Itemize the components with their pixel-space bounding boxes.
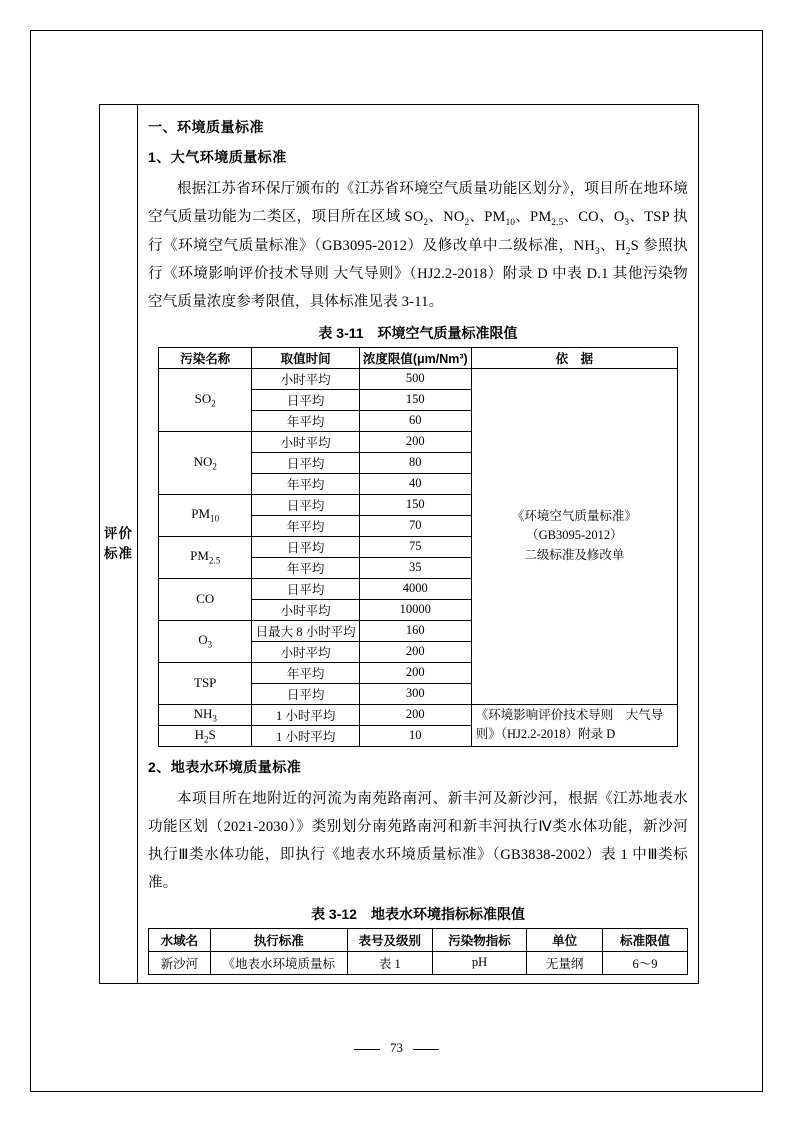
table-header-row [149,928,688,951]
col-header-indicator: 污染物指标 [432,928,527,951]
col-header-limit: 标准限值 [602,928,687,951]
page-number: 73 [390,1040,403,1055]
cell-time: 日最大 8 小时平均 [252,620,359,641]
cell-pollutant-co: CO [159,578,252,620]
cell-standard: 《地表水环境质量标 [210,951,347,974]
cell-value: 60 [359,410,471,431]
cell-value: 70 [359,515,471,536]
cell-value: 300 [359,683,471,704]
main-content-table [99,104,699,984]
table-row [159,704,678,725]
cell-pollutant-tsp: TSP [159,662,252,704]
cell-value: 500 [359,368,471,389]
cell-indicator: pH [432,951,527,974]
cell-value: 35 [359,557,471,578]
cell-value: 160 [359,620,471,641]
col-header-standard: 执行标准 [210,928,347,951]
cell-value: 150 [359,494,471,515]
cell-time: 小时平均 [252,431,359,452]
cell-value: 200 [359,662,471,683]
section-heading-1: 一、环境质量标准 [148,119,264,135]
basis-line-3: 二级标准及修改单 [524,547,625,562]
cell-pollutant-nh3: $NH_3$ [159,704,252,725]
cell-value: 150 [359,389,471,410]
col-header-basis: 依 据 [471,347,677,368]
cell-time: 日平均 [252,683,359,704]
cell-value: 200 [359,431,471,452]
section-heading-water: 2、地表水环境质量标准 [148,758,302,775]
table-air-quality-standards [158,347,678,747]
cell-time: 小时平均 [252,599,359,620]
cell-value: 10000 [359,599,471,620]
cell-time: 日平均 [252,578,359,599]
cell-limit: 6～9 [602,951,687,974]
cell-water-area: 新沙河 [149,951,211,974]
table-air-caption: 表 3-11 环境空气质量标准限值 [318,324,518,341]
col-header-table-level: 表号及级别 [347,928,432,951]
table-water-quality-standards [148,928,688,975]
cell-pollutant-no2: $NO_2$ [159,431,252,494]
basis-line-1: 《环境空气质量标准》 [511,509,637,524]
table-row [149,951,688,974]
cell-time: 小时平均 [252,368,359,389]
row-label-text: 评价标准 [104,525,133,561]
cell-value: 200 [359,704,471,725]
cell-time: 日平均 [252,389,359,410]
table-water-caption: 表 3-12 地表水环境指标标准限值 [311,905,525,922]
cell-basis-main [471,368,677,704]
cell-time: 小时平均 [252,641,359,662]
cell-basis-last: 《环境影响评价技术导则 大气导则》（HJ2.2-2018）附录 D [471,704,677,746]
cell-time: 年平均 [252,410,359,431]
cell-value: 40 [359,473,471,494]
section-heading-air: 1、大气环境质量标准 [148,149,287,165]
cell-value: 200 [359,641,471,662]
cell-pollutant-h2s: $H_2S$ [159,725,252,746]
cell-time: 日平均 [252,536,359,557]
footer-rule-left [354,1049,380,1050]
table-header-row [159,347,678,368]
table-row [159,368,678,389]
cell-value: 80 [359,452,471,473]
cell-time: 日平均 [252,494,359,515]
paragraph-air: 根据江苏省环保厅颁布的《江苏省环境空气质量功能区划分》，项目所在地环境空气质量功能为二类区，项目所在区域 $SO_2$、$NO_2$、$PM_{10}$、$PM_{2.5}$、CO、$O_3$、TSP 执行《环境空气质量标准》（GB3095-2012）及修改单中二级标准，$NH_3$、$H_2S$ 参照执行《环境影响评价技术导则 大气导则》（HJ2.2-2018）附录 D 中表 D.1 其他污染物空气质量浓度参考限值，具体标准见表 3-11。 [148,181,688,311]
col-header-pollutant: 污染名称 [159,347,252,368]
cell-time: 年平均 [252,473,359,494]
cell-pollutant-o3: $O_3$ [159,620,252,662]
cell-pollutant-so2: $SO_2$ [159,368,252,431]
cell-time: 1 小时平均 [252,704,359,725]
cell-value: 10 [359,725,471,746]
paragraph-water: 本项目所在地附近的河流为南苑路南河、新丰河及新沙河，根据《江苏地表水功能区划（2021-2030）》类别划分南苑路南河和新丰河执行Ⅳ类水体功能，新沙河执行Ⅲ类水体功能，即执行《地表水环境质量标准》（GB3838-2002）表 1 中Ⅲ类标准。 [148,790,688,892]
content-cell [138,105,699,984]
col-header-unit: 单位 [527,928,603,951]
cell-time: 年平均 [252,662,359,683]
cell-value: 4000 [359,578,471,599]
page-footer [0,1040,793,1056]
col-header-water-area: 水域名 [149,928,211,951]
cell-time: 年平均 [252,557,359,578]
col-header-time: 取值时间 [252,347,359,368]
col-header-limit: 浓度限值(μm/Nm³) [359,347,471,368]
row-label-evaluation-standard [100,105,138,984]
cell-unit: 无量纲 [527,951,603,974]
cell-pollutant-pm10: $PM_{10}$ [159,494,252,536]
cell-time: 1 小时平均 [252,725,359,746]
cell-table-level: 表 1 [347,951,432,974]
cell-value: 75 [359,536,471,557]
cell-time: 日平均 [252,452,359,473]
cell-time: 年平均 [252,515,359,536]
cell-pollutant-pm25: $PM_{2.5}$ [159,536,252,578]
basis-line-2: （GB3095-2012） [526,528,623,543]
footer-rule-right [413,1049,439,1050]
